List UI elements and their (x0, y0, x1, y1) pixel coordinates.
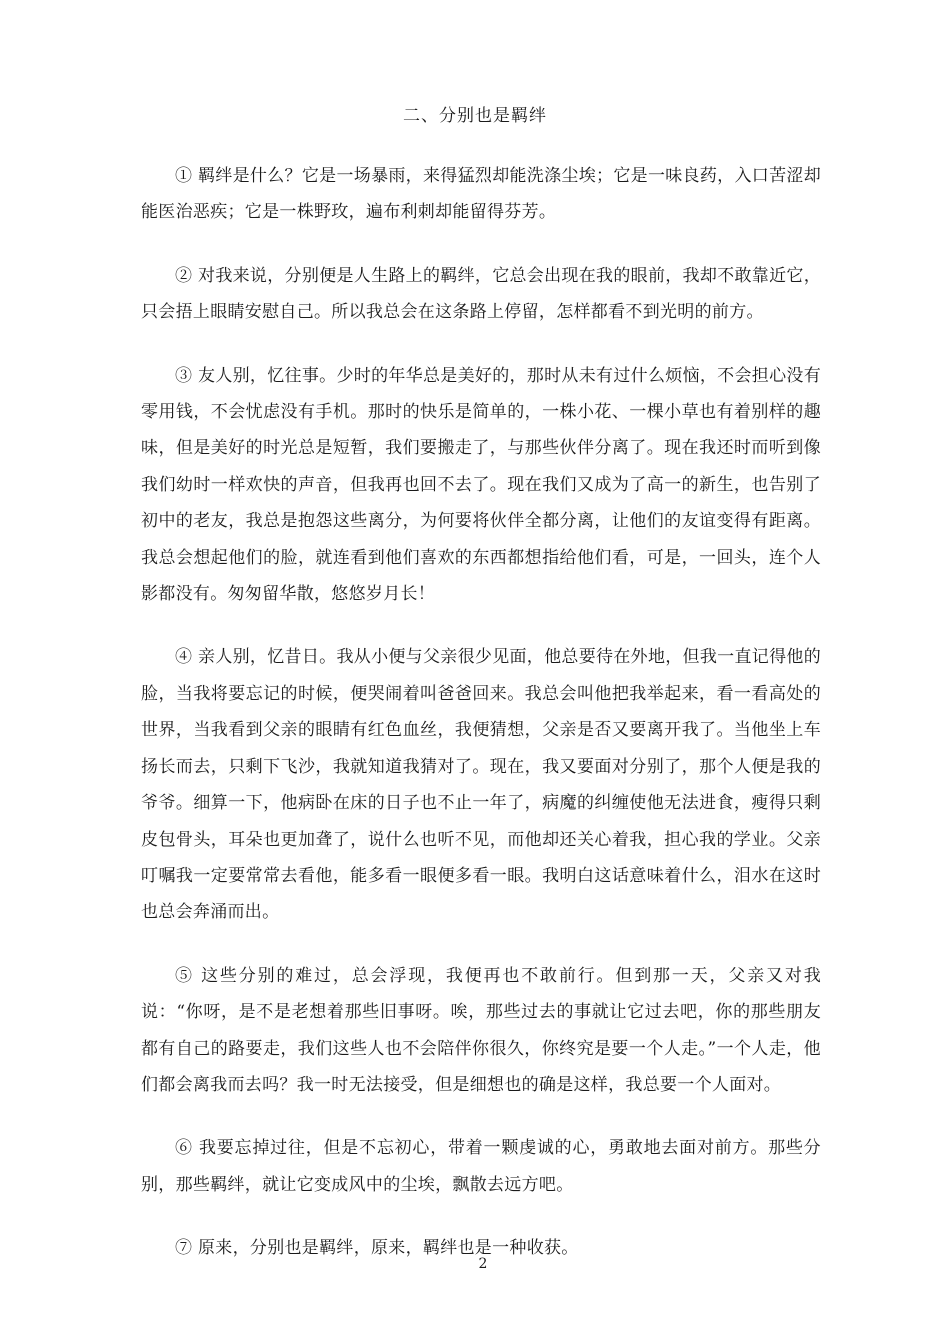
document-title: 二、分别也是羁绊 (403, 106, 547, 126)
page-number: 2 (478, 1256, 488, 1272)
paragraph-5: ⑤ 这些分别的难过，总会浮现，我便再也不敢前行。但到那一天，父亲又对我说：“你呀，是不是老想着那些旧事呀。唉，那些过去的事就让它过去吧，你的那些朋友都有自己的路要走，我们这些人也不会陪伴你很久，你终究是要一个人走。”一个人走，他们都会离我而去吗？我一时无法接受，但是细想也的确是这样，我总要一个人面对。 (141, 965, 821, 1095)
paragraph-6: ⑥ 我要忘掉过往，但是不忘初心，带着一颗虔诚的心，勇敢地去面对前方。那些分别，那些羁绊，就让它变成风中的尘埃，飘散去远方吧。 (141, 1138, 821, 1195)
document-body (141, 158, 821, 1294)
paragraph-3: ③ 友人别，忆往事。少时的年华总是美好的，那时从未有过什么烦恼，不会担心没有零用钱，不会忧虑没有手机。那时的快乐是简单的，一株小花、一棵小草也有着别样的趣味，但是美好的时光总是短暂，我们要搬走了，与那些伙伴分离了。现在我还时而听到像我们幼时一样欢快的声音，但我再也回不去了。现在我们又成为了高一的新生，也告别了初中的老友，我总是抱怨这些离分，为何要将伙伴全都分离，让他们的友谊变得有距离。我总会想起他们的脸，就连看到他们喜欢的东西都想指给他们看，可是，一回头，连个人影都没有。匆匆留华散，悠悠岁月长！ (141, 365, 821, 605)
paragraph-4: ④ 亲人别，忆昔日。我从小便与父亲很少见面，他总要待在外地，但我一直记得他的脸，当我将要忘记的时候，便哭闹着叫爸爸回来。我总会叫他把我举起来，看一看高处的世界，当我看到父亲的眼睛有红色血丝，我便猜想，父亲是否又要离开我了。当他坐上车扬长而去，只剩下飞沙，我就知道我猜对了。现在，我又要面对分别了，那个人便是我的爷爷。细算一下，他病卧在床的日子也不止一年了，病魔的纠缠使他无法进食，瘦得只剩皮包骨头，耳朵也更加聋了，说什么也听不见，而他却还关心着我，担心我的学业。父亲叮嘱我一定要常常去看他，能多看一眼便多看一眼。我明白这话意味着什么，泪水在这时也总会奔涌而出。 (141, 647, 821, 923)
paragraph-2: ② 对我来说，分别便是人生路上的羁绊，它总会出现在我的眼前，我却不敢靠近它，只会捂上眼睛安慰自己。所以我总会在这条路上停留，怎样都看不到光明的前方。 (141, 265, 821, 323)
paragraph-7: ⑦ 原来，分别也是羁绊，原来，羁绊也是一种收获。 (175, 1238, 579, 1259)
paragraph-1: ① 羁绊是什么？它是一场暴雨，来得猛烈却能洗涤尘埃；它是一味良药，入口苦涩却能医治恶疾；它是一株野玫，遍布利刺却能留得芬芳。 (141, 166, 821, 223)
